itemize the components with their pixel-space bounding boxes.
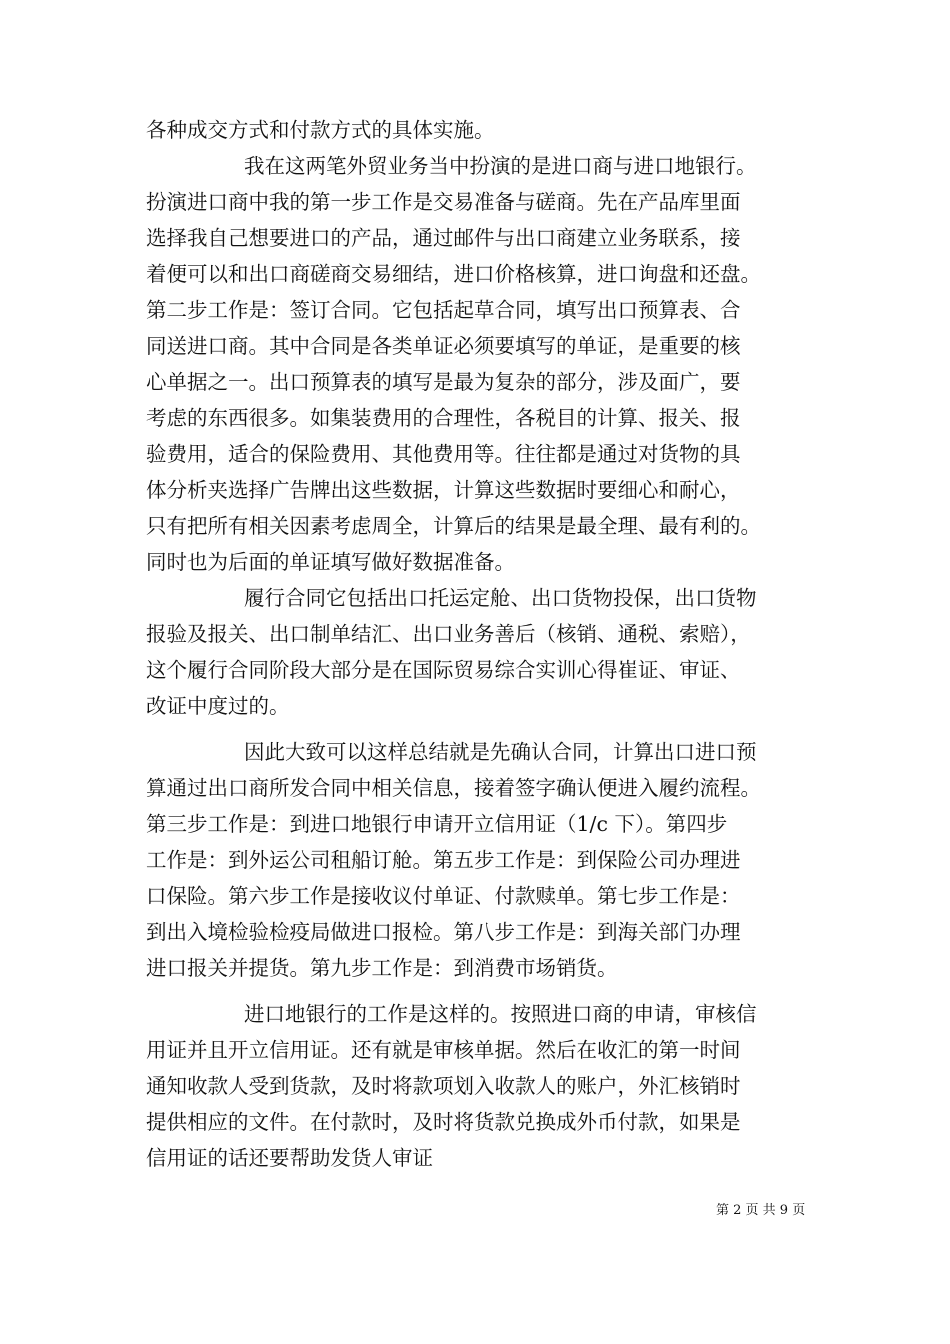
text-line: 考虑的东西很多。如集装费用的合理性，各税目的计算、报关、报 — [146, 406, 741, 430]
text-line: 算通过出口商所发合同中相关信息，接着签字确认便进入履约流程。 — [146, 776, 761, 800]
text-line: 这个履行合同阶段大部分是在国际贸易综合实训心得崔证、审证、 — [146, 658, 741, 682]
text-line: 进口报关并提货。第九步工作是：到消费市场销货。 — [146, 956, 618, 980]
text-line: 报验及报关、出口制单结汇、出口业务善后（核销、通税、索赔）， — [146, 622, 751, 646]
text-line: 同送进口商。其中合同是各类单证必须要填写的单证，是重要的核 — [146, 334, 741, 358]
text-line: 选择我自己想要进口的产品，通过邮件与出口商建立业务联系，接 — [146, 226, 741, 250]
page-number: 第 2 页 共 9 页 — [716, 1203, 806, 1218]
text-line: 改证中度过的。 — [146, 694, 290, 718]
text-line: 通知收款人受到货款，及时将款项划入收款人的账户，外汇核销时 — [146, 1074, 741, 1098]
text-line: 心单据之一。出口预算表的填写是最为复杂的部分，涉及面广，要 — [146, 370, 741, 394]
text-line: 进口地银行的工作是这样的。按照进口商的申请，审核信 — [244, 1002, 757, 1026]
text-line: 第二步工作是：签订合同。它包括起草合同，填写出口预算表、合 — [146, 298, 741, 322]
text-line: 体分析夹选择广告牌出这些数据，计算这些数据时要细心和耐心， — [146, 478, 741, 502]
text-line: 口保险。第六步工作是接收议付单证、付款赎单。第七步工作是： — [146, 884, 741, 908]
text-line: 第三步工作是：到进口地银行申请开立信用证（1/c 下）。第四步 — [146, 812, 728, 836]
text-line: 验费用，适合的保险费用、其他费用等。往往都是通过对货物的具 — [146, 442, 741, 466]
text-line: 各种成交方式和付款方式的具体实施。 — [146, 118, 495, 142]
text-line: 信用证的话还要帮助发货人审证 — [146, 1146, 433, 1170]
text-line: 提供相应的文件。在付款时，及时将货款兑换成外币付款，如果是 — [146, 1110, 741, 1134]
text-line: 工作是：到外运公司租船订舱。第五步工作是：到保险公司办理进 — [146, 848, 741, 872]
text-line: 着便可以和出口商磋商交易细结，进口价格核算，进口询盘和还盘。 — [146, 262, 761, 286]
text-line: 只有把所有相关因素考虑周全，计算后的结果是最全理、最有利的。 — [146, 514, 761, 538]
text-line: 同时也为后面的单证填写做好数据准备。 — [146, 550, 515, 574]
text-line: 因此大致可以这样总结就是先确认合同，计算出口进口预 — [244, 740, 757, 764]
text-line: 履行合同它包括出口托运定舱、出口货物投保，出口货物 — [244, 586, 757, 610]
text-line: 到出入境检验检疫局做进口报检。第八步工作是：到海关部门办理 — [146, 920, 741, 944]
text-line: 用证并且开立信用证。还有就是审核单据。然后在收汇的第一时间 — [146, 1038, 741, 1062]
text-line: 扮演进口商中我的第一步工作是交易准备与磋商。先在产品库里面 — [146, 190, 741, 214]
text-line: 我在这两笔外贸业务当中扮演的是进口商与进口地银行。 — [244, 154, 757, 178]
